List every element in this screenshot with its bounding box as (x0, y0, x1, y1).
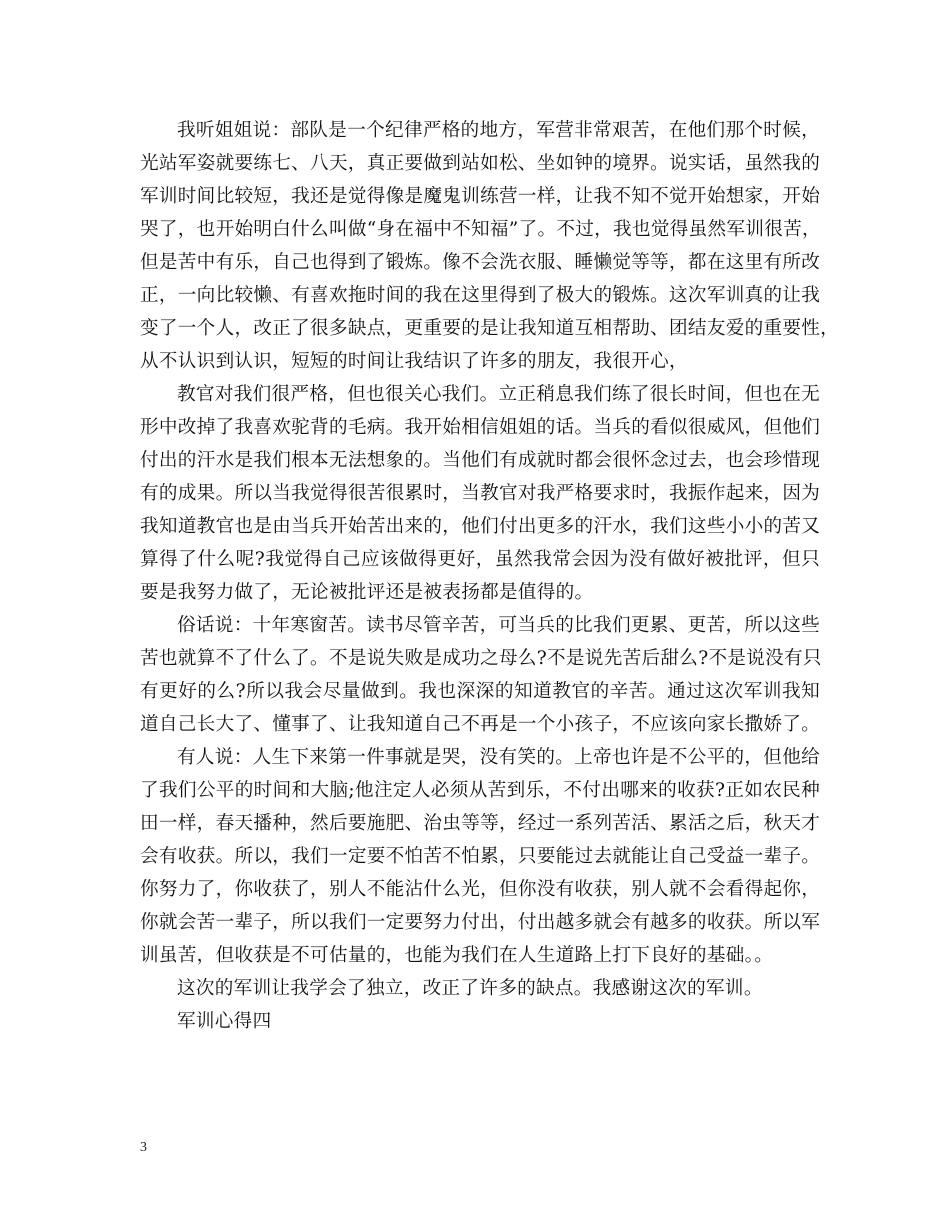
paragraph-2-line-5: 我知道教官也是由当兵开始苦出来的，他们付出更多的汗水，我们这些小小的苦又 (140, 516, 821, 537)
paragraph-1-line-6: 正，一向比较懒、有喜欢拖时间的我在这里得到了极大的锻炼。这次军训真的让我 (140, 285, 821, 306)
paragraph-3-line-2: 苦也就算不了什么了。不是说失败是成功之母么?不是说先苦后甜么?不是说没有只 (140, 648, 822, 669)
paragraph-4-line-7: 训虽苦，但收获是不可估量的，也能为我们在人生道路上打下良好的基础。。 (140, 945, 774, 966)
paragraph-4-line-3: 田一样，春天播种，然后要施肥、治虫等等，经过一系列苦活、累活之后，秋天才 (140, 813, 821, 834)
paragraph-1-line-7: 变了一个人，改正了很多缺点，更重要的是让我知道互相帮助、团结友爱的重要性， (140, 318, 840, 339)
paragraph-1-line-8: 从不认识到认识，短短的时间让我结识了许多的朋友，我很开心， (140, 351, 688, 372)
paragraph-2-line-4: 有的成果。所以当我觉得很苦很累时，当教官对我严格要求时，我振作起来，因为 (140, 483, 821, 504)
paragraph-1-line-5: 但是苦中有乐，自己也得到了锻炼。像不会洗衣服、睡懒觉等等，都在这里有所改 (140, 252, 821, 273)
paragraph-4-line-1: 有人说：人生下来第一件事就是哭，没有笑的。上帝也许是不公平的，但他给 (177, 747, 820, 768)
paragraph-1-line-3: 军训时间比较短，我还是觉得像是魔鬼训练营一样，让我不知不觉开始想家，开始 (140, 186, 821, 207)
paragraph-1-line-2: 光站军姿就要练七、八天，真正要做到站如松、坐如钟的境界。说实话，虽然我的 (140, 153, 821, 174)
paragraph-4-line-5: 你努力了，你收获了，别人不能沾什么光，但你没有收获，别人就不会看得起你， (140, 879, 821, 900)
paragraph-2-line-2: 形中改掉了我喜欢驼背的毛病。我开始相信姐姐的话。当兵的看似很威风，但他们 (140, 417, 821, 438)
page-number: 3 (140, 1140, 147, 1155)
paragraph-2-line-6: 算得了什么呢?我觉得自己应该做得更好，虽然我常会因为没有做好被批评，但只 (140, 549, 820, 570)
document-body (140, 114, 840, 1038)
paragraph-5-line-1: 这次的军训让我学会了独立，改正了许多的缺点。我感谢这次的军训。 (177, 978, 763, 999)
paragraph-4-line-4: 会有收获。所以，我们一定要不怕苦不怕累，只要能过去就能让自己受益一辈子。 (140, 846, 821, 867)
paragraph-1-line-1: 我听姐姐说：部队是一个纪律严格的地方，军营非常艰苦，在他们那个时候， (177, 120, 820, 141)
paragraph-4-line-6: 你就会苦一辈子，所以我们一定要努力付出，付出越多就会有越多的收获。所以军 (140, 912, 821, 933)
paragraph-1-line-4: 哭了，也开始明白什么叫做“身在福中不知福”了。不过，我也觉得虽然军训很苦， (140, 219, 821, 240)
paragraph-2-line-7: 要是我努力做了，无论被批评还是被表扬都是值得的。 (140, 582, 594, 603)
paragraph-3-line-1: 俗话说：十年寒窗苦。读书尽管辛苦，可当兵的比我们更累、更苦，所以这些 (177, 615, 820, 636)
paragraph-3-line-3: 有更好的么?所以我会尽量做到。我也深深的知道教官的辛苦。通过这次军训我知 (140, 681, 820, 702)
paragraph-4-line-2: 了我们公平的时间和大脑;他注定人必须从苦到乐，不付出哪来的收获?正如农民种 (140, 780, 820, 801)
paragraph-2-line-3: 付出的汗水是我们根本无法想象的。当他们有成就时都会很怀念过去，也会珍惜现 (140, 450, 821, 471)
section-heading-line: 军训心得四 (177, 1011, 272, 1032)
paragraph-3-line-4: 道自己长大了、懂事了、让我知道自己不再是一个小孩子，不应该向家长撒娇了。 (140, 714, 821, 735)
paragraph-2-line-1: 教官对我们很严格，但也很关心我们。立正稍息我们练了很长时间，但也在无 (177, 384, 820, 405)
